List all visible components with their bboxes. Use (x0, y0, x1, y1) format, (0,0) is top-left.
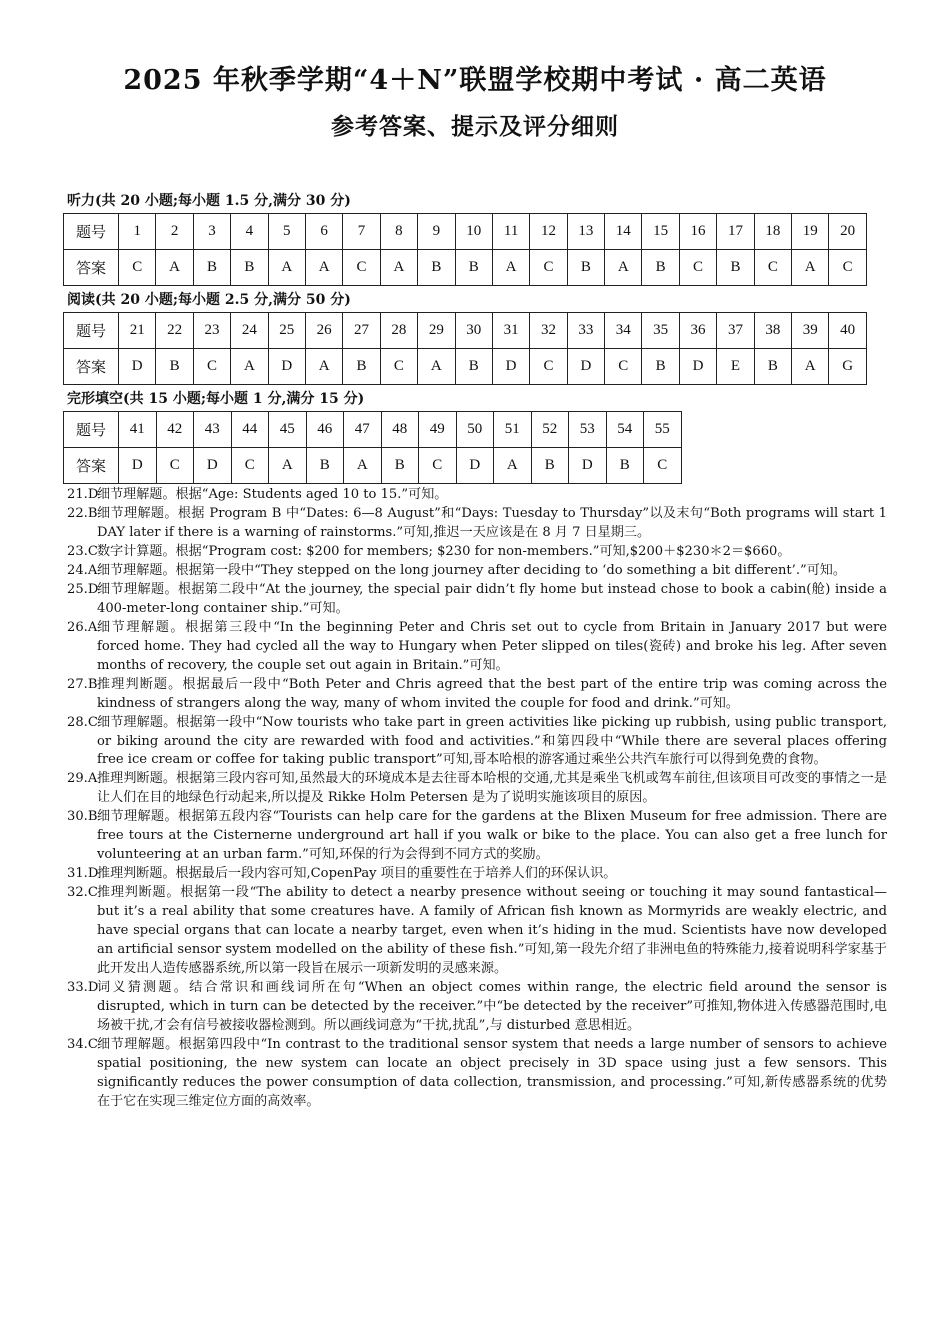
explanation-answer: 31.D (67, 866, 99, 882)
explanation-answer: 25.D (67, 581, 99, 597)
answer-cell: B (418, 250, 455, 286)
answer-cell: B (642, 349, 679, 385)
explanation-answer: 22.B (67, 505, 98, 521)
answer-cell: A (268, 250, 305, 286)
question-number-cell: 13 (567, 214, 604, 250)
answer-cell: B (455, 349, 492, 385)
question-number-cell: 44 (231, 412, 269, 448)
answer-cell: B (306, 448, 344, 484)
answer-cell: B (381, 448, 419, 484)
explanation-item (67, 1036, 887, 1112)
answer-cell: A (380, 250, 417, 286)
answer-cell: B (231, 250, 268, 286)
answer-cell: C (754, 250, 791, 286)
answer-cell: B (717, 250, 754, 286)
question-number-cell: 1 (119, 214, 156, 250)
answer-cell: B (343, 349, 380, 385)
explanation-item (67, 505, 887, 543)
answer-cell: C (193, 349, 230, 385)
answer-cell: D (268, 349, 305, 385)
explanation-answer: 33.D (67, 979, 99, 995)
question-number-cell: 34 (605, 313, 642, 349)
question-number-cell: 51 (494, 412, 532, 448)
explanation-text: 词义猜测题。结合常识和画线词所在句“When an object comes within range, the electric field around the sensor is disrupted, which in turn can be detected by the receiver.”中“be detected by the receiver”可推知,物体进入传感器范围时,电场被干扰,才会有信号被接收器检测到。所以画线词意为“干扰,扰乱”,与 disturbed 意思相近。 (97, 979, 887, 1033)
question-number-cell: 7 (343, 214, 380, 250)
answer-cell: C (419, 448, 457, 484)
answer-cell: C (605, 349, 642, 385)
explanation-answer: 32.C (67, 885, 98, 901)
answer-cell: A (792, 349, 829, 385)
explanation-answer: 21.D (67, 487, 99, 502)
row-label-number: 题号 (64, 412, 119, 448)
question-number-cell: 23 (193, 313, 230, 349)
question-number-cell: 5 (268, 214, 305, 250)
question-number-cell: 31 (492, 313, 529, 349)
answer-cell: D (567, 349, 604, 385)
page-title: 2025 年秋季学期“4＋N”联盟学校期中考试 · 高二英语 (123, 65, 827, 96)
question-number-cell: 27 (343, 313, 380, 349)
question-number-cell: 53 (569, 412, 607, 448)
question-number-cell: 12 (530, 214, 567, 250)
explanation-text: 推理判断题。根据最后一段内容可知,CopenPay 项目的重要性在于培养人们的环保认识。 (97, 866, 617, 882)
row-label-answer: 答案 (64, 349, 119, 385)
question-number-cell: 17 (717, 214, 754, 250)
question-number-cell: 6 (305, 214, 342, 250)
question-number-cell: 8 (380, 214, 417, 250)
question-number-cell: 40 (829, 313, 866, 349)
answer-cell: B (156, 349, 193, 385)
explanation-item (67, 714, 887, 771)
cloze-answer-table (63, 411, 682, 484)
answer-cell: D (679, 349, 716, 385)
question-number-cell: 4 (231, 214, 268, 250)
explanation-answer: 28.C (67, 714, 98, 730)
question-number-row (64, 412, 682, 448)
explanation-answer: 34.C (67, 1036, 98, 1052)
question-number-cell: 52 (531, 412, 569, 448)
explanation-text: 细节理解题。根据“Age: Students aged 10 to 15.”可知。 (97, 487, 448, 503)
answer-cell: B (567, 250, 604, 286)
answer-cell: A (269, 448, 307, 484)
explanation-answer: 23.C (67, 543, 98, 559)
answer-cell: A (231, 349, 268, 385)
explanation-item (67, 543, 887, 562)
reading-section-heading: 阅读(共 20 小题;每小题 2.5 分,满分 50 分) (67, 292, 351, 308)
question-number-cell: 20 (829, 214, 866, 250)
answer-cell: E (717, 349, 754, 385)
question-number-cell: 15 (642, 214, 679, 250)
answer-cell: A (305, 349, 342, 385)
row-label-number: 题号 (64, 214, 119, 250)
question-number-cell: 3 (193, 214, 230, 250)
question-number-cell: 49 (419, 412, 457, 448)
question-number-cell: 45 (269, 412, 307, 448)
explanation-answer: 30.B (67, 809, 98, 825)
explanation-text: 推理判断题。根据最后一段中“Both Peter and Chris agreed that the best part of the entire trip was coming across the kindness of strangers along the way, many of whom invited the couple for food and drink.”可知。 (97, 676, 887, 711)
answer-cell: B (455, 250, 492, 286)
question-number-cell: 50 (456, 412, 494, 448)
question-number-cell: 35 (642, 313, 679, 349)
question-number-cell: 18 (754, 214, 791, 250)
question-number-cell: 46 (306, 412, 344, 448)
answer-cell: C (156, 448, 194, 484)
explanation-item (67, 562, 887, 581)
explanation-item (67, 619, 887, 676)
question-number-cell: 32 (530, 313, 567, 349)
question-number-cell: 39 (792, 313, 829, 349)
answer-row (64, 448, 682, 484)
answer-cell: G (829, 349, 866, 385)
answer-cell: C (530, 349, 567, 385)
answer-cell: B (754, 349, 791, 385)
answer-cell: A (494, 448, 532, 484)
reading-answer-table (63, 312, 867, 385)
question-number-cell: 21 (119, 313, 156, 349)
explanation-list (67, 486, 887, 1112)
question-number-cell: 55 (644, 412, 682, 448)
question-number-cell: 48 (381, 412, 419, 448)
explanation-text: 细节理解题。根据第三段中“In the beginning Peter and Chris set out to cycle from Britain in January 2017 but were forced home. They had cycled all the way to Hungary when Peter slipped on tiles(瓷砖) and broke his leg. After seven months of recovery, the couple set out again in Britain.”可知。 (97, 619, 887, 673)
explanation-item (67, 486, 887, 505)
question-number-cell: 29 (418, 313, 455, 349)
explanation-item (67, 676, 887, 714)
explanation-text: 细节理解题。根据第五段内容“Tourists can help care for the gardens at the Blixen Museum for free admission. There are free tours at the Cisternerne underground art hall if you walk or bike to the place. You can also get a free lunch for volunteering at an urban farm.”可知,环保的行为会得到不同方式的奖励。 (97, 809, 887, 863)
row-label-number: 题号 (64, 313, 119, 349)
page-subtitle: 参考答案、提示及评分细则 (331, 113, 619, 140)
answer-cell: D (194, 448, 232, 484)
explanation-text: 细节理解题。根据 Program B 中“Dates: 6—8 August”和“Days: Tuesday to Thursday”以及末句“Both programs will start 1 DAY later if there is a warning of rainstorms.”可知,推迟一天应该是在 8 月 7 日星期三。 (97, 505, 887, 540)
row-label-answer: 答案 (64, 250, 119, 286)
explanation-text: 细节理解题。根据第一段中“Now tourists who take part in green activities like picking up rubbish, using public transport, or biking around the city are rewarded with food and activities.”和第四段中“While there are several places offering free ice cream or coffee for taking public transport”可知,哥本哈根的游客通过乘坐公共汽车旅行可以得到免费的食物。 (97, 714, 887, 768)
question-number-cell: 42 (156, 412, 194, 448)
answer-cell: C (119, 250, 156, 286)
explanation-answer: 26.A (67, 619, 98, 635)
answer-cell: C (343, 250, 380, 286)
explanation-text: 数字计算题。根据“Program cost: $200 for members; $230 for non-members.”可知,$200＋$230＊2＝$660。 (97, 543, 791, 559)
explanation-item (67, 865, 887, 884)
explanation-text: 推理判断题。根据第一段“The ability to detect a nearby presence without seeing or touching it may sound fantastical—but it’s a real ability that some creatures have. A family of African fish known as Mormyrids are weakly electric, and have special organs that can locate a nearby target, even when it’s hiding in the mud. Scientists have now developed an artificial sensor system modelled on the ability of these fish.”可知,第一段先介绍了非洲电鱼的特殊能力,接着说明科学家基于此开发出人造传感器系统,所以第一段旨在展示一项新发明的灵感来源。 (97, 885, 887, 977)
explanation-answer: 27.B (67, 676, 98, 692)
answer-cell: A (605, 250, 642, 286)
question-number-cell: 16 (679, 214, 716, 250)
question-number-cell: 47 (344, 412, 382, 448)
question-number-cell: 26 (305, 313, 342, 349)
answer-cell: D (492, 349, 529, 385)
answer-cell: A (305, 250, 342, 286)
question-number-row (64, 313, 867, 349)
question-number-row (64, 214, 867, 250)
question-number-cell: 54 (606, 412, 644, 448)
answer-cell: D (119, 349, 156, 385)
question-number-cell: 30 (455, 313, 492, 349)
explanation-text: 推理判断题。根据第三段内容可知,虽然最大的环境成本是去往哥本哈根的交通,尤其是乘坐飞机或驾车前往,但该项目可改变的事情之一是让人们在目的地绿色行动起来,所以提及 Rikke Holm Petersen 是为了说明实施该项目的原因。 (97, 771, 887, 806)
question-number-cell: 33 (567, 313, 604, 349)
answer-cell: C (530, 250, 567, 286)
answer-cell: A (344, 448, 382, 484)
question-number-cell: 43 (194, 412, 232, 448)
question-number-cell: 41 (119, 412, 157, 448)
answer-row (64, 349, 867, 385)
question-number-cell: 10 (455, 214, 492, 250)
question-number-cell: 24 (231, 313, 268, 349)
answer-cell: C (829, 250, 866, 286)
answer-cell: B (531, 448, 569, 484)
explanation-item (67, 581, 887, 619)
question-number-cell: 2 (156, 214, 193, 250)
answer-cell: B (642, 250, 679, 286)
question-number-cell: 11 (492, 214, 529, 250)
explanation-text: 细节理解题。根据第四段中“In contrast to the traditional sensor system that needs a large number of sensors to achieve spatial positioning, the new system can locate an object precisely in 3D space using just a few sensors. This significantly reduces the power consumption of data collection, transmission, and processing.”可知,新传感器系统的优势在于它在实现三维定位方面的高效率。 (97, 1036, 887, 1109)
question-number-cell: 37 (717, 313, 754, 349)
explanation-answer: 29.A (67, 771, 98, 787)
answer-cell: C (231, 448, 269, 484)
answer-cell: D (119, 448, 157, 484)
answer-cell: A (418, 349, 455, 385)
explanation-item (67, 808, 887, 865)
answer-cell: C (679, 250, 716, 286)
answer-row (64, 250, 867, 286)
question-number-cell: 22 (156, 313, 193, 349)
question-number-cell: 36 (679, 313, 716, 349)
answer-cell: A (156, 250, 193, 286)
explanation-text: 细节理解题。根据第一段中“They stepped on the long journey after deciding to ‘do something a bit different’.”可知。 (97, 562, 846, 578)
question-number-cell: 28 (380, 313, 417, 349)
question-number-cell: 25 (268, 313, 305, 349)
explanation-answer: 24.A (67, 562, 98, 578)
answer-cell: D (456, 448, 494, 484)
listening-answer-table (63, 213, 867, 286)
answer-cell: A (792, 250, 829, 286)
explanation-item (67, 884, 887, 979)
question-number-cell: 19 (792, 214, 829, 250)
answer-cell: B (193, 250, 230, 286)
answer-cell: A (492, 250, 529, 286)
answer-cell: C (380, 349, 417, 385)
listening-section-heading: 听力(共 20 小题;每小题 1.5 分,满分 30 分) (67, 193, 351, 209)
explanation-text: 细节理解题。根据第二段中“At the journey, the special pair didn’t fly home but instead chose to book a cabin(舱) inside a 400-meter-long container ship.”可知。 (97, 581, 887, 616)
answer-cell: C (644, 448, 682, 484)
explanation-item (67, 979, 887, 1036)
question-number-cell: 38 (754, 313, 791, 349)
answer-cell: D (569, 448, 607, 484)
explanation-item (67, 770, 887, 808)
row-label-answer: 答案 (64, 448, 119, 484)
answer-cell: B (606, 448, 644, 484)
question-number-cell: 14 (605, 214, 642, 250)
question-number-cell: 9 (418, 214, 455, 250)
cloze-section-heading: 完形填空(共 15 小题;每小题 1 分,满分 15 分) (67, 391, 365, 407)
